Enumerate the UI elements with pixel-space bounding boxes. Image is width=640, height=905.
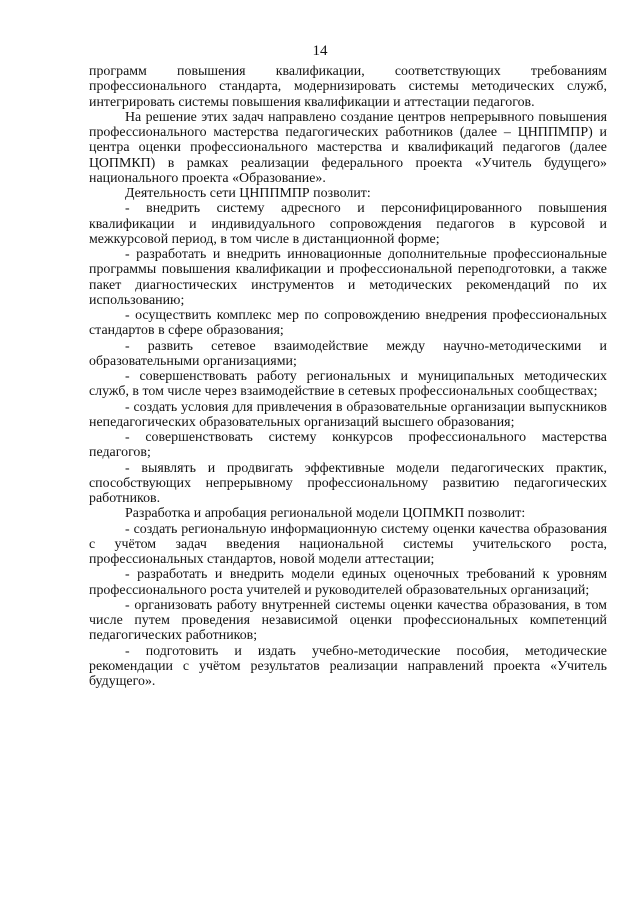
document-body xyxy=(89,64,607,689)
page-number: 14 xyxy=(312,43,328,59)
paragraph-cnppmpr-heading: Деятельность сети ЦНППМПР позволит: xyxy=(125,186,371,201)
list-item: - подготовить и издать учебно-методические пособия, методические рекомендации с учётом результатов реализации направлений проекта «Учитель будущего». xyxy=(89,643,607,689)
list-item: - совершенствовать систему конкурсов профессионального мастерства педагогов; xyxy=(89,430,607,461)
list-item: - создать региональную информационную систему оценки качества образования с учётом задач введения национальной системы учительского роста, профессиональных стандартов, новой модели аттестации; xyxy=(89,521,607,567)
list-item: - совершенствовать работу региональных и муниципальных методических служб, в том числе через взаимодействие в сетевых профессиональных сообществах; xyxy=(89,369,607,400)
list-item: - выявлять и продвигать эффективные модели педагогических практик, способствующих непрерывному профессиональному развитию педагогических работников. xyxy=(89,460,607,506)
list-item: - создать условия для привлечения в образовательные организации выпускников непедагогических образовательных организаций высшего образования; xyxy=(89,399,607,430)
list-item: - организовать работу внутренней системы оценки качества образования, в том числе путем проведения независимой оценки профессиональных компетенций педагогических работников; xyxy=(89,597,607,644)
list-item: - разработать и внедрить инновационные дополнительные профессиональные программы повышения квалификации и профессиональной переподготовки, а также пакет диагностических инструментов и методических рекомендаций по их использованию; xyxy=(89,247,607,308)
paragraph-copmkp-heading: Разработка и апробация региональной модели ЦОПМКП позволит: xyxy=(125,506,526,522)
list-item: - развить сетевое взаимодействие между научно-методическими и образовательными организациями; xyxy=(89,338,607,369)
list-item: - внедрить систему адресного и персонифицированного повышения квалификации и индивидуального сопровождения педагогов в курсовой и межкурсовой период, в том числе в дистанционной форме; xyxy=(89,201,607,247)
list-item: - разработать и внедрить модели единых оценочных требований к уровням профессионального роста учителей и руководителей образовательных организаций; xyxy=(89,567,607,598)
paragraph-centers-intro: На решение этих задач направлено создание центров непрерывного повышения профессионального мастерства педагогических работников (далее – ЦНППМПР) и центра оценки профессионального мастерства и квалификаций педагогов (далее ЦОПМКП) в рамках реализации федерального проекта «Учитель будущего» национального проекта «Образование». xyxy=(89,109,607,186)
paragraph-continuation: программ повышения квалификации, соответствующих требованиям профессионального стандарта, модернизировать системы методических служб, интегрировать системы повышения квалификации и аттестации педагогов. xyxy=(89,64,607,110)
list-item: - осуществить комплекс мер по сопровождению внедрения профессиональных стандартов в сфере образования; xyxy=(89,308,607,339)
